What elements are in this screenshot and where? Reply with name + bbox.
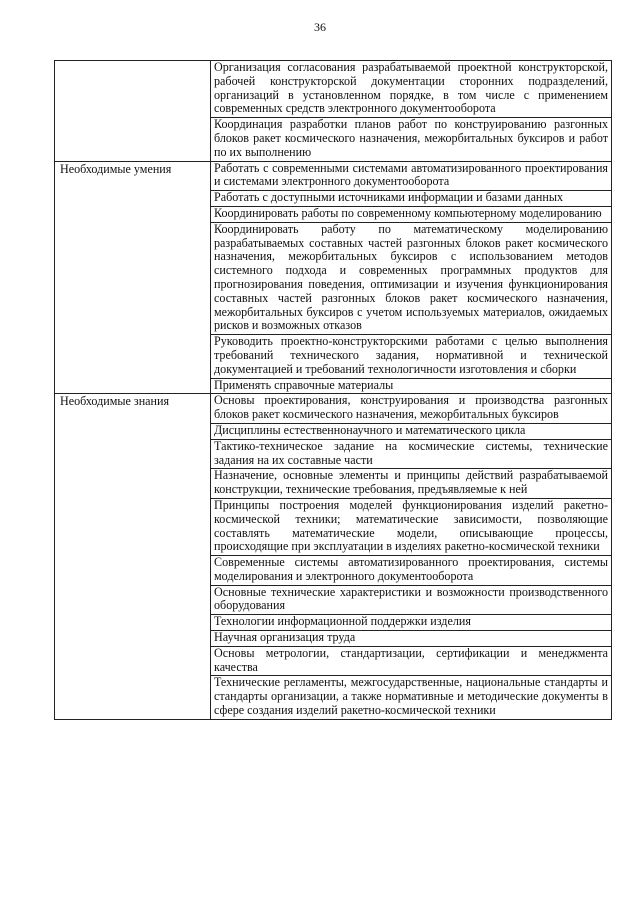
requirement-cell: Работать с современными системами автоматизированного проектирования и системами электронного документооборота (211, 161, 612, 191)
requirement-cell: Руководить проектно-конструкторскими работами с целью выполнения требований технического задания, нормативной и технической документацией и требований технологичности изготовления и сборки (211, 335, 612, 378)
table-row (55, 61, 612, 118)
requirement-cell: Применять справочные материалы (211, 378, 612, 394)
section-label: Необходимые знания (55, 394, 211, 720)
section-label: Необходимые умения (55, 161, 211, 394)
requirement-cell: Научная организация труда (211, 631, 612, 647)
table-row (55, 161, 612, 191)
requirement-cell: Технологии информационной поддержки изделия (211, 615, 612, 631)
requirement-cell: Основы метрологии, стандартизации, сертификации и менеджмента качества (211, 646, 612, 676)
requirement-cell: Основы проектирования, конструирования и производства разгонных блоков ракет космического назначения, межорбитальных буксиров (211, 394, 612, 424)
page-number: 36 (314, 20, 326, 34)
requirement-cell: Организация согласования разрабатываемой проектной конструкторской, рабочей конструкторской документации сторонних подразделений, организаций в установленном порядке, в том числе с применением современных средств электронного документооборота (211, 61, 612, 118)
requirement-cell: Принципы построения моделей функционирования изделий ракетно-космической техники; математические зависимости, позволяющие составлять математические модели, описывающие процессы, происходящие при эксплуатации в изделиях ракетно-космической техники (211, 498, 612, 555)
section-label (55, 61, 211, 162)
requirement-cell: Дисциплины естественнонаучного и математического цикла (211, 423, 612, 439)
requirement-cell: Координировать работу по математическому моделированию разрабатываемых составных частей разгонных блоков ракет космического назначения, межорбитальных буксиров с использованием методов системного подхода и современных программных продуктов для прогнозирования поведения, оптимизации и изучения функционирования составных частей разгонных блоков ракет космического назначения, межорбитальных буксиров с учетом используемых материалов, ожидаемых рисков и возможных отказов (211, 222, 612, 334)
requirement-cell: Основные технические характеристики и возможности производственного оборудования (211, 585, 612, 615)
requirement-cell: Тактико-техническое задание на космические системы, технические задания на их составные части (211, 439, 612, 469)
requirement-cell: Координация разработки планов работ по конструированию разгонных блоков ракет космического назначения, межорбитальных буксиров и работ по их выполнению (211, 118, 612, 161)
requirement-cell: Назначение, основные элементы и принципы действий разрабатываемой конструкции, технические требования, предъявляемые к ней (211, 469, 612, 499)
competency-table-body (55, 61, 612, 720)
competency-table (54, 60, 612, 720)
requirement-cell: Современные системы автоматизированного проектирования, системы моделирования и электронного документооборота (211, 556, 612, 586)
requirement-cell: Технические регламенты, межгосударственные, национальные стандарты и стандарты организации, а также нормативные и методические документы в сфере создания изделий ракетно-космической техники (211, 676, 612, 719)
requirement-cell: Координировать работы по современному компьютерному моделированию (211, 206, 612, 222)
table-row (55, 394, 612, 424)
requirement-cell: Работать с доступными источниками информации и базами данных (211, 191, 612, 207)
